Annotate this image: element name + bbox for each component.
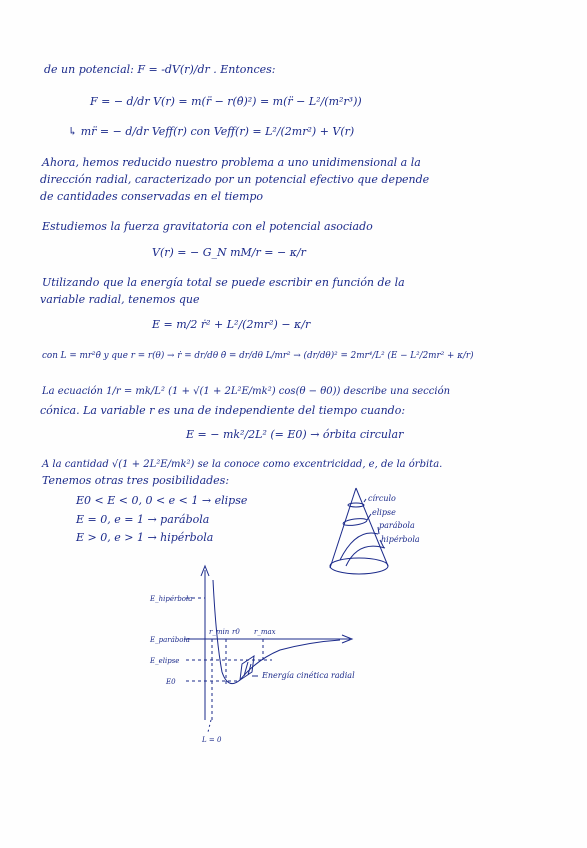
cone-label-hyperbola: hipérbola <box>381 535 420 544</box>
paragraph-4-line-1: La ecuación 1/r = mk/L² (1 + √(1 + 2L²E/mk²) cos(θ − θ0)) describe una sección <box>42 386 451 397</box>
potential-equation: V(r) = − G_N mM/r = − κ/r <box>152 246 306 259</box>
paragraph-1-line-3: de cantidades conservadas en el tiempo <box>40 190 264 203</box>
intro-line: de un potencial: F = -dV(r)/dr . Entonces: <box>44 63 276 76</box>
paragraph-4-line-2: cónica. La variable r es una de independiente del tiempo cuando: <box>40 404 406 417</box>
cone-label-ellipse: elipse <box>372 508 396 517</box>
case-ellipse: E0 < E < 0, 0 < e < 1 → elipse <box>76 494 248 507</box>
case-parabola: E = 0, e = 1 → parábola <box>76 513 210 526</box>
paragraph-5-line-2: Tenemos otras tres posibilidades: <box>42 474 230 487</box>
angular-equation: con L = mr²θ̇ y que r = r(θ) → ṙ = dr/dθ θ̇ = dr/dθ L/mr² → (dr/dθ)² = 2mr⁴/L² (E − L²/2mr² + κ/r) <box>42 351 474 361</box>
energy-equation: E = m/2 ṙ² + L²/(2mr²) − κ/r <box>152 318 311 331</box>
case-hyperbola: E > 0, e > 1 → hipérbola <box>76 531 214 544</box>
graph-label-rmax: r_max <box>254 628 276 636</box>
circular-orbit-equation: E = − mk²/2L² (= E0) → órbita circular <box>186 428 404 441</box>
graph-label-bottom: L = 0 <box>202 736 222 744</box>
graph-label-r0: r0 <box>232 628 240 636</box>
paragraph-3-line-1: Utilizando que la energía total se puede escribir en función de la <box>42 276 405 289</box>
graph-label-e-ellipse: E_elipse <box>150 657 180 665</box>
radial-equation: ↳ mr̈ = − d/dr Veff(r) con Veff(r) = L²/(2mr²) + V(r) <box>68 125 355 138</box>
paragraph-1-line-1: Ahora, hemos reducido nuestro problema a uno unidimensional a la <box>42 156 421 169</box>
paragraph-5-line-1: A la cantidad √(1 + 2L²E/mk²) se la conoce como excentricidad, e, de la órbita. <box>42 459 443 470</box>
cone-label-parabola: parábola <box>379 521 415 530</box>
graph-label-e0: E0 <box>166 678 176 686</box>
paragraph-1-line-2: dirección radial, caracterizado por un potencial efectivo que depende <box>40 173 430 186</box>
paragraph-3-line-2: variable radial, tenemos que <box>40 293 200 306</box>
graph-annotation: Energía cinética radial <box>262 671 355 680</box>
cone-label-circle: círculo <box>368 494 396 503</box>
graph-label-e-parabola: E_parábola <box>150 636 190 644</box>
force-equation: F = − d/dr V(r) = m(r̈ − r(θ̇)²) = m(r̈ − L²/(m²r³)) <box>90 95 362 108</box>
paragraph-2: Estudiemos la fuerza gravitatoria con el potencial asociado <box>42 220 373 233</box>
graph-label-rmin: r_min <box>209 628 230 636</box>
effective-potential-graph <box>184 566 352 732</box>
graph-label-e-hyperbola: E_hipérbola <box>150 595 193 603</box>
